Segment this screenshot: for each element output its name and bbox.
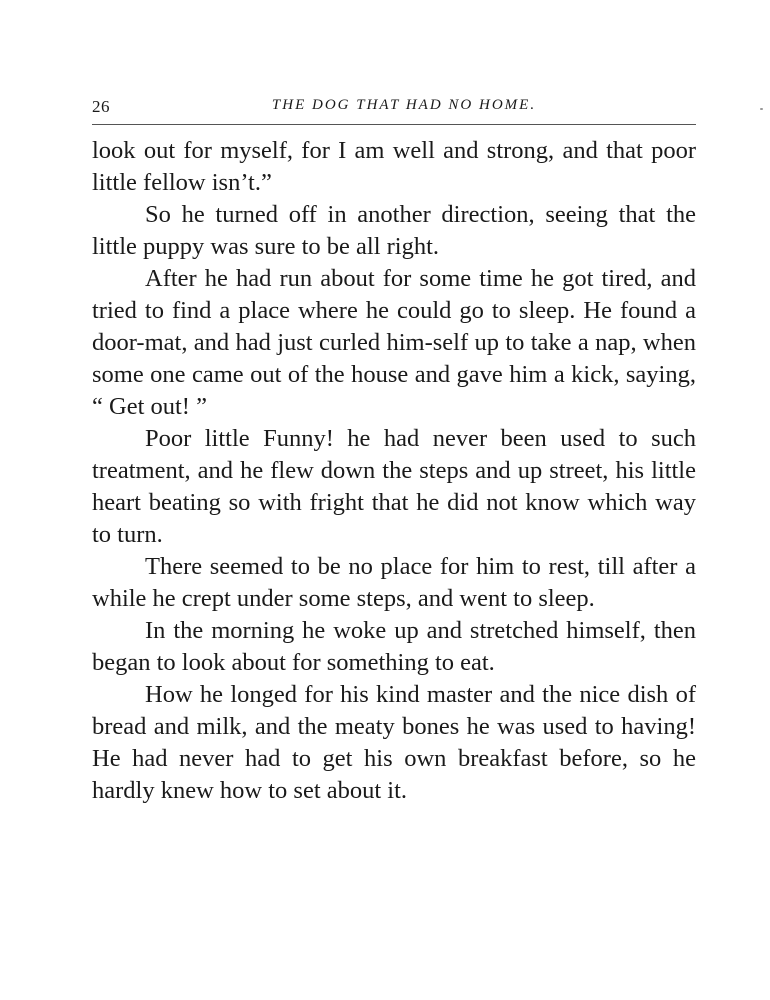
paragraph-2: So he turned off in another direction, seeing that the little puppy was sure to be all right. xyxy=(92,201,696,260)
margin-speck xyxy=(760,108,763,110)
body-text xyxy=(92,135,696,807)
paragraph-3: After he had run about for some time he got tired, and tried to find a place where he could go to sleep. He found a door-mat, and had just curled him-self up to take a nap, when some one came out of the house and gave him a kick, saying, “ Get out! ” xyxy=(92,265,696,420)
paragraph-5: There seemed to be no place for him to rest, till after a while he crept under some steps, and went to sleep. xyxy=(92,553,696,612)
paragraph-6: In the morning he woke up and stretched himself, then began to look about for something to eat. xyxy=(92,617,696,676)
paragraph-7: How he longed for his kind master and the nice dish of bread and milk, and the meaty bones he was used to having! He had never had to get his own breakfast before, so he hardly knew how to set about it. xyxy=(92,681,696,804)
paragraph-1: look out for myself, for I am well and strong, and that poor little fellow isn’t.” xyxy=(92,137,696,196)
page-number: 26 xyxy=(92,97,110,116)
running-title: THE DOG THAT HAD NO HOME. xyxy=(271,97,537,113)
header-rule xyxy=(92,124,696,125)
page-header xyxy=(92,97,696,121)
paragraph-4: Poor little Funny! he had never been used to such treatment, and he flew down the steps and up street, his little heart beating so with fright that he did not know which way to turn. xyxy=(92,425,696,548)
